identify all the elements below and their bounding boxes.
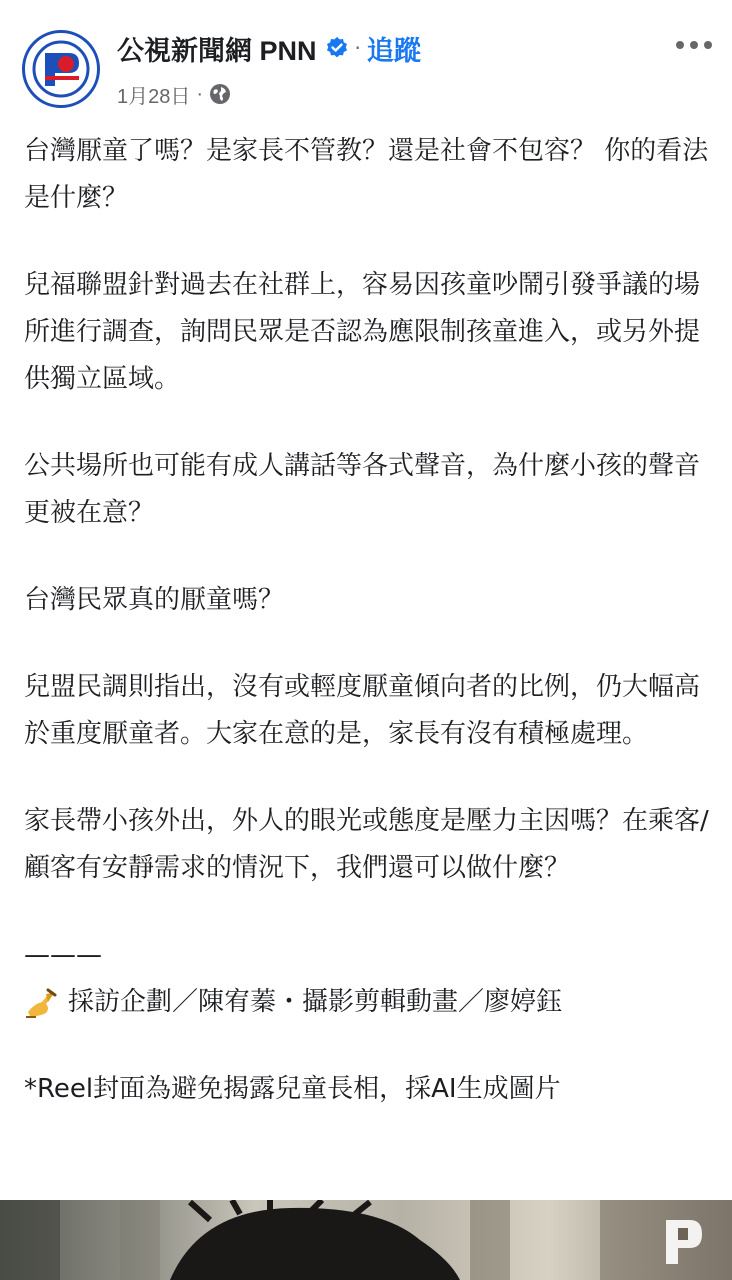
post-header bbox=[0, 0, 732, 130]
more-options-button[interactable] bbox=[672, 30, 716, 60]
page-avatar[interactable] bbox=[22, 30, 100, 108]
verified-badge-icon bbox=[325, 36, 349, 60]
page-name-row bbox=[117, 28, 421, 68]
post-note: *Reel封面為避免揭露兒童長相，採AI生成圖片 bbox=[24, 1074, 561, 1104]
post-paragraph: 台灣厭童了嗎？是家長不管教？還是社會不包容？ 你的看法是什麼？ bbox=[24, 136, 709, 213]
post-paragraph: 兒盟民調則指出，沒有或輕度厭童傾向者的比例，仍大幅高於重度厭童者。大家在意的是，家長有沒有積極處理。 bbox=[24, 672, 701, 749]
post-meta bbox=[117, 80, 231, 108]
writing-hand-icon bbox=[24, 986, 58, 1020]
post-date[interactable]: 1月28日 bbox=[117, 85, 191, 108]
post-paragraph: 公共場所也可能有成人講話等各式聲音，為什麼小孩的聲音更被在意？ bbox=[24, 451, 701, 528]
globe-icon[interactable] bbox=[209, 83, 231, 105]
more-options-icon bbox=[674, 40, 714, 50]
post-paragraph: 台灣民眾真的厭童嗎？ bbox=[24, 585, 285, 615]
text-divider: ——— bbox=[24, 940, 102, 970]
reel-media-preview[interactable] bbox=[0, 1200, 732, 1280]
meta-separator: · bbox=[196, 82, 204, 105]
credit-line bbox=[24, 979, 710, 1026]
post-paragraph: 家長帶小孩外出，外人的眼光或態度是壓力主因嗎？在乘客/顧客有安靜需求的情況下，我們還可以做什麼？ bbox=[24, 806, 709, 883]
post-text bbox=[24, 128, 710, 1153]
reel-cover-image bbox=[0, 1200, 732, 1280]
pnn-watermark-icon bbox=[656, 1214, 712, 1270]
credit-text: 採訪企劃／陳宥蓁・攝影剪輯動畫／廖婷鈺 bbox=[68, 987, 563, 1017]
follow-button[interactable]: 追蹤 bbox=[366, 35, 421, 66]
pts-logo-icon bbox=[25, 33, 97, 105]
page-name[interactable]: 公視新聞網 PNN bbox=[117, 35, 317, 66]
post-paragraph: 兒福聯盟針對過去在社群上，容易因孩童吵鬧引發爭議的場所進行調查，詢問民眾是否認為應限制孩童進入，或另外提供獨立區域。 bbox=[24, 270, 701, 394]
name-separator: · bbox=[354, 36, 361, 60]
